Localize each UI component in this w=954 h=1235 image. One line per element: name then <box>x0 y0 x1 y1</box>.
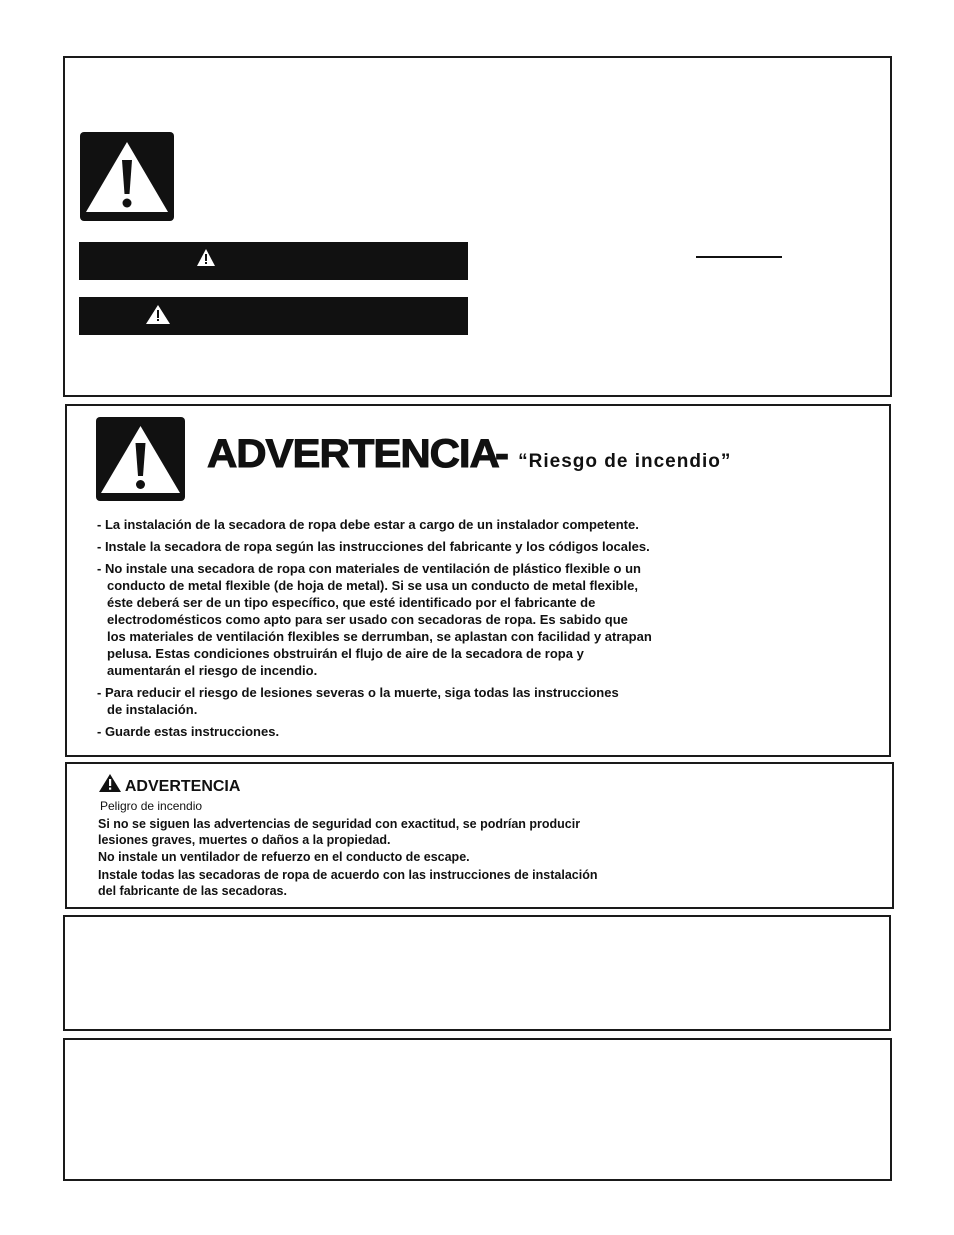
warning-triangle-icon <box>80 132 174 221</box>
list-item-line: pelusa. Estas condiciones obstruirán el flujo de aire de la secadora de ropa y <box>107 646 584 661</box>
list-item-line: - Guarde estas instrucciones. <box>97 724 280 739</box>
fire-warning-heading <box>207 432 731 477</box>
list-item: Si no se siguen las advertencias de seguridad con exactitud, se podrían producir <box>98 817 581 831</box>
list-item-line: - No instale una secadora de ropa con materiales de ventilación de plástico flexible o un <box>97 561 641 576</box>
list-item <box>97 560 652 679</box>
safety-intro-box <box>63 56 892 397</box>
list-item <box>97 516 652 533</box>
list-item <box>97 538 652 555</box>
blank-notice-box-1 <box>63 915 891 1031</box>
warning-triangle-icon <box>96 417 185 501</box>
list-item <box>97 723 652 740</box>
list-item-line: - La instalación de la secadora de ropa debe estar a cargo de un instalador competente. <box>97 517 639 532</box>
list-item-line: éste deberá ser de un tipo específico, que esté identificado por el fabricante de <box>107 595 596 610</box>
underline-rule <box>696 256 782 258</box>
warning-triangle-icon <box>197 249 215 267</box>
list-item <box>97 684 652 718</box>
small-warning-title: ADVERTENCIA <box>124 778 241 795</box>
blank-notice-box-2 <box>63 1038 892 1181</box>
warning-triangle-icon <box>146 305 170 325</box>
warning-signal-bar <box>79 297 468 335</box>
heading-dash: - <box>495 432 509 476</box>
list-item: del fabricante de las secadoras. <box>98 884 287 898</box>
list-item-line: - Instale la secadora de ropa según las instrucciones del fabricante y los códigos locales. <box>97 539 650 554</box>
list-item: Instale todas las secadoras de ropa de acuerdo con las instrucciones de instalación <box>98 868 598 882</box>
small-warning-heading <box>99 774 240 796</box>
list-item: No instale un ventilador de refuerzo en el conducto de escape. <box>98 850 470 864</box>
fire-risk-subtitle: “Riesgo de incendio” <box>518 451 732 472</box>
small-warning-subheading: Peligro de incendio <box>100 799 203 813</box>
list-item-line: los materiales de ventilación flexibles se derrumban, se aplastan con facilidad y atrapan <box>107 629 652 644</box>
list-item-line: conducto de metal flexible (de hoja de metal). Si se usa un conducto de metal flexible, <box>107 578 638 593</box>
advertencia-title: ADVERTENCIA <box>207 432 499 476</box>
list-item-line: electrodomésticos como apto para ser usado con secadoras de ropa. Es sabido que <box>107 612 628 627</box>
list-item-line: aumentarán el riesgo de incendio. <box>107 663 318 678</box>
warning-triangle-icon <box>99 774 121 793</box>
small-warning-list <box>98 816 597 899</box>
list-item-line: - Para reducir el riesgo de lesiones severas o la muerte, siga todas las instrucciones <box>97 685 619 700</box>
list-item: lesiones graves, muertes o daños a la propiedad. <box>98 833 391 847</box>
danger-signal-bar <box>79 242 468 280</box>
fire-warning-list <box>97 516 652 740</box>
list-item-line: de instalación. <box>107 702 198 717</box>
